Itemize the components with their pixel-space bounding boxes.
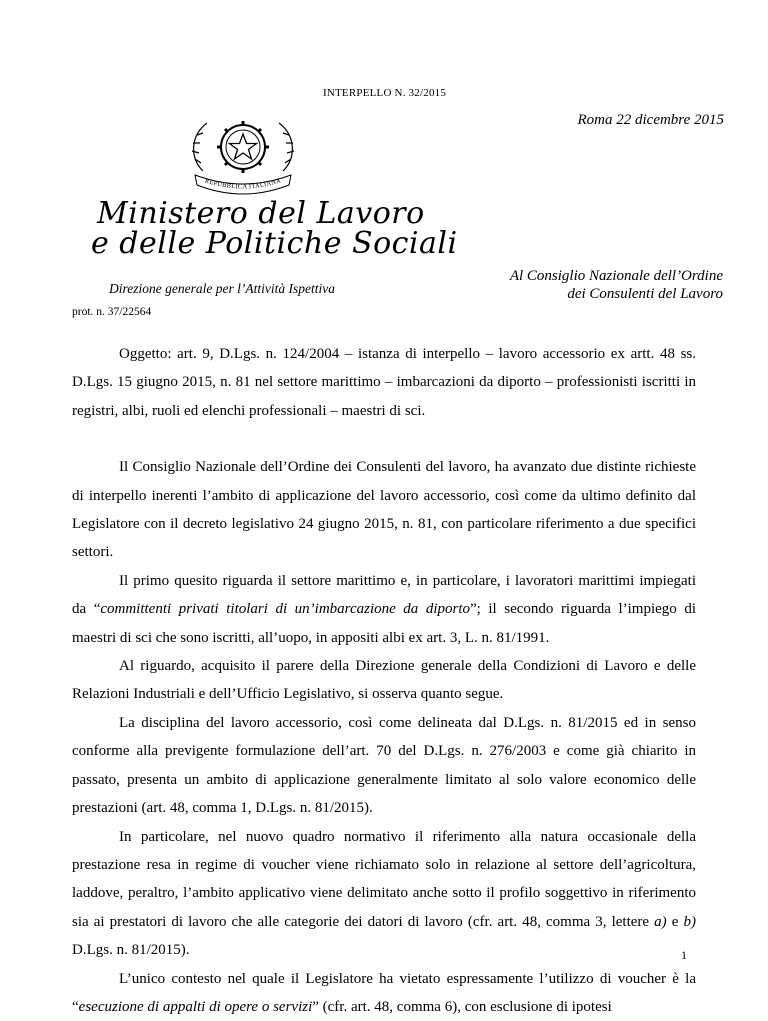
ministry-name-line2: e delle Politiche Sociali [91,226,458,261]
paragraph-3: Al riguardo, acquisito il parere della Direzione generale della Condizioni di Lavoro e delle Relazioni Industriali e dell’Ufficio Legislativo, si osserva quanto segue. [72,658,696,703]
ministry-name [91,196,458,261]
ministry-name-line1: Ministero del Lavoro [97,196,425,231]
emblem-ribbon-text: REPUBBLICA ITALIANA [204,177,282,191]
direzione-generale: Direzione generale per l’Attività Ispettiva [109,281,335,296]
paragraph-2: Il primo quesito riguarda il settore marittimo e, in particolare, i lavoratori marittimi impiegati da “committenti privati titolari di un’imbarcazione da diporto”; il secondo riguarda l’impiego di maestri di sci che sono iscritti, all’uopo, in appositi albi ex art. 3, L. n. 81/1991. [72,572,696,646]
recipient-line2: dei Consulenti del Lavoro [567,286,723,302]
document-date: Roma 22 dicembre 2015 [577,112,724,128]
paragraph-1: Il Consiglio Nazionale dell’Ordine dei Consulenti del lavoro, ha avanzato due distinte richieste di interpello inerenti l’ambito di applicazione del lavoro accessorio, così come da ultimo definito dal Legislatore con il decreto legislativo 24 giugno 2015, n. 81, con particolare riferimento a due specifici settori. [72,459,696,561]
interpello-reference: INTERPELLO N. 32/2015 [323,87,447,99]
paragraph-4: La disciplina del lavoro accessorio, così come delineata dal D.Lgs. n. 81/2015 ed in senso conforme alla previgente formulazione dell’art. 70 del D.Lgs. n. 276/2003 e come già chiarito in passato, presenta un ambito di applicazione generalmente limitato al solo valore economico delle prestazioni (art. 48, comma 1, D.Lgs. n. 81/2015). [72,714,696,817]
letter-body [72,340,696,1021]
repubblica-emblem-icon [181,113,305,197]
recipient-block [510,267,723,303]
recipient-line1: Al Consiglio Nazionale dell’Ordine [509,268,723,284]
paragraph-5: In particolare, nel nuovo quadro normativo il riferimento alla natura occasionale della prestazione resa in regime di voucher viene richiamato solo in relazione al settore dell’agricoltura, laddove, peraltro, l’ambito applicativo viene delimitato anche sotto il profilo soggettivo in riferimento sia ai prestatori di lavoro che alle categorie dei datori di lavoro (cfr. art. 48, comma 3, lettere a) e b) D.Lgs. n. 81/2015). [72,828,696,959]
paragraph-6: L’unico contesto nel quale il Legislatore ha vietato espressamente l’utilizzo di voucher è la “esecuzione di appalti di opere o servizi” (cfr. art. 48, comma 6), con esclusione di ipotesi [72,970,696,1015]
oggetto-paragraph: Oggetto: art. 9, D.Lgs. n. 124/2004 – istanza di interpello – lavoro accessorio ex artt. 48 ss. D.Lgs. 15 giugno 2015, n. 81 nel settore marittimo – imbarcazioni da diporto – professionisti iscritti in registri, albi, ruoli ed elenchi professionali – maestri di sci. [72,346,696,419]
page-number: 1 [681,948,687,962]
protocol-number: prot. n. 37/22564 [72,306,152,318]
